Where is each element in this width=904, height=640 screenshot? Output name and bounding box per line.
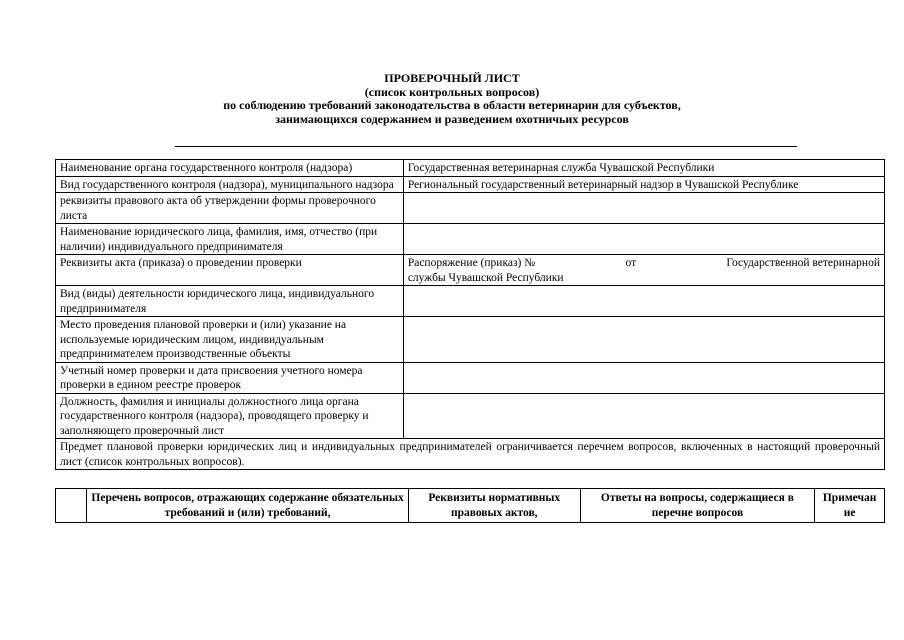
row-label: реквизиты правового акта об утверждении формы проверочного листа xyxy=(56,193,404,224)
table-row xyxy=(56,255,885,286)
table-row xyxy=(56,160,885,177)
column-header-questions: Перечень вопросов, отражающих содержание обязательных требований и (или) требований, xyxy=(87,489,408,523)
document-subtitle: (список контрольных вопросов) xyxy=(364,84,540,99)
row-label: Должность, фамилия и инициалы должностного лица органа государственного контроля (надзора), проводящего проверку и заполняющего проверочный лист xyxy=(56,393,404,439)
row-value xyxy=(403,317,884,363)
row-label: Реквизиты акта (приказа) о проведении проверки xyxy=(56,255,404,286)
row-value xyxy=(403,286,884,317)
column-header-regulations: Реквизиты нормативных правовых актов, xyxy=(408,489,580,523)
row-label: Наименование юридического лица, фамилия, имя, отчество (при наличии) индивидуального предпринимателя xyxy=(56,224,404,255)
document-subject-line: по соблюдению требований законодательства в области ветеринарии для субъектов, xyxy=(223,98,681,112)
row-label: Вид (виды) деятельности юридического лица, индивидуального предпринимателя xyxy=(56,286,404,317)
row-label: Наименование органа государственного контроля (надзора) xyxy=(56,160,404,177)
table-row xyxy=(56,317,885,363)
decree-cell xyxy=(403,255,884,286)
row-value: Региональный государственный ветеринарный надзор в Чувашской Республике xyxy=(403,176,884,193)
table-row xyxy=(56,362,885,393)
decree-line xyxy=(408,256,880,271)
table-row xyxy=(56,176,885,193)
row-label: Место проведения плановой проверки и (или) указание на используемые юридическим лицом, индивидуальным предпринимателем производственные объекты xyxy=(56,317,404,363)
table-row xyxy=(56,224,885,255)
document-title: ПРОВЕРОЧНЫЙ ЛИСТ xyxy=(384,71,520,85)
document-header xyxy=(0,72,904,126)
row-label: Вид государственного контроля (надзора), муниципального надзора xyxy=(56,176,404,193)
column-header-number xyxy=(56,489,87,523)
row-value xyxy=(403,362,884,393)
questions-table xyxy=(55,488,885,523)
row-value xyxy=(403,224,884,255)
row-value xyxy=(403,193,884,224)
table-row xyxy=(56,286,885,317)
column-header-answers: Ответы на вопросы, содержащиеся в перечне вопросов xyxy=(580,489,815,523)
decree-issuer-line-2: службы Чувашской Республики xyxy=(407,271,564,284)
table-header-row xyxy=(56,489,885,523)
row-value xyxy=(403,393,884,439)
row-label: Учетный номер проверки и дата присвоения учетного номера проверки в едином реестре проверок xyxy=(56,362,404,393)
table-row xyxy=(56,393,885,439)
table-row xyxy=(56,193,885,224)
inspection-info-table xyxy=(55,159,885,470)
table-row xyxy=(56,439,885,470)
column-header-notes: Примечан ие xyxy=(815,489,885,523)
inspection-scope-note: Предмет плановой проверки юридических лиц и индивидуальных предпринимателей ограничивается перечнем вопросов, включенных в настоящий проверочный лист (список контрольных вопросов). xyxy=(56,439,885,470)
document-subject-line-2: занимающихся содержанием и разведением охотничьих ресурсов xyxy=(275,111,629,126)
decree-issuer: Государственной ветеринарной xyxy=(726,257,880,269)
row-value: Государственная ветеринарная служба Чувашской Республики xyxy=(403,160,884,177)
header-divider xyxy=(175,146,797,147)
decree-date-label: от xyxy=(625,257,637,269)
decree-number-label: Распоряжение (приказ) № xyxy=(407,257,536,269)
